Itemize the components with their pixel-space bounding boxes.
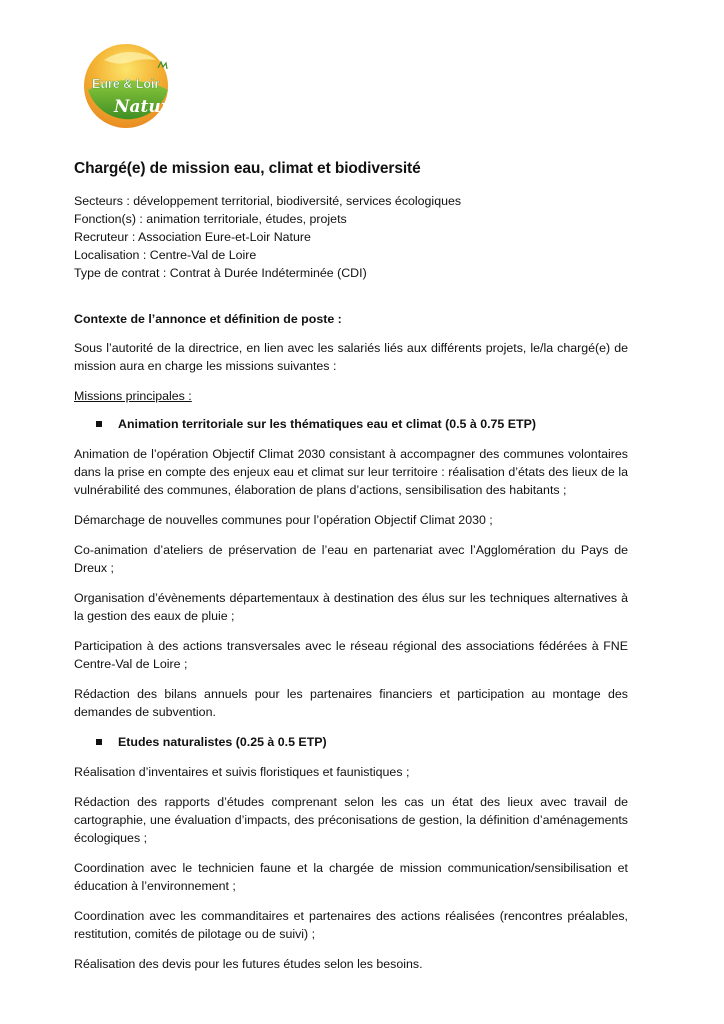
context-heading: Contexte de l’annonce et définition de poste : bbox=[74, 312, 342, 326]
mission1-paragraph: Animation de l’opération Objectif Climat 2030 consistant à accompagner des communes volontaires dans la prise en compte des enjeux eau et climat sur leur territoire : réalisation d’états des lieux de la vulnérabilité des communes, élaboration de plans d’actions, sensibilisation des habitants ; bbox=[74, 447, 628, 497]
mission2-title bbox=[74, 733, 628, 751]
meta-contract-type: Type de contrat : Contrat à Durée Indéterminée (CDI) bbox=[74, 266, 367, 280]
job-meta bbox=[74, 192, 628, 282]
bullet-square-icon bbox=[96, 739, 102, 745]
eure-et-loir-nature-logo bbox=[74, 38, 184, 132]
mission2-paragraph: Coordination avec le technicien faune et la chargée de mission communication/sensibilisation et éducation à l’environnement ; bbox=[74, 861, 628, 893]
logo-text-line2: Nature bbox=[114, 97, 181, 117]
mission2-paragraph: Rédaction des rapports d’études comprenant selon les cas un état des lieux avec travail de cartographie, une évaluation d’impacts, des préconisations de gestion, la définition d’aménagements écologiques ; bbox=[74, 795, 628, 845]
mission1-paragraph: Organisation d’évènements départementaux à destination des élus sur les techniques alternatives à la gestion des eaux de pluie ; bbox=[74, 591, 628, 623]
mission1-title bbox=[74, 415, 628, 433]
page-title: Chargé(e) de mission eau, climat et biodiversité bbox=[74, 160, 421, 177]
missions-heading: Missions principales : bbox=[74, 389, 192, 403]
mission2-title-text: Etudes naturalistes (0.25 à 0.5 ETP) bbox=[118, 735, 327, 749]
meta-sectors: Secteurs : développement territorial, biodiversité, services écologiques bbox=[74, 194, 462, 208]
mission1-paragraph: Démarchage de nouvelles communes pour l’opération Objectif Climat 2030 ; bbox=[74, 513, 493, 527]
meta-recruiter: Recruteur : Association Eure-et-Loir Nature bbox=[74, 230, 311, 244]
bullet-square-icon bbox=[96, 421, 102, 427]
job-posting bbox=[74, 160, 628, 985]
context-intro: Sous l’autorité de la directrice, en lien avec les salariés liés aux différents projets, le/la chargé(e) de mission aura en charge les missions suivantes : bbox=[74, 341, 628, 373]
mission2-paragraph: Coordination avec les commanditaires et partenaires des actions réalisées (rencontres préalables, restitution, comités de pilotage ou de suivi) ; bbox=[74, 909, 628, 941]
meta-functions: Fonction(s) : animation territoriale, études, projets bbox=[74, 212, 347, 226]
mission1-title-text: Animation territoriale sur les thématiques eau et climat (0.5 à 0.75 ETP) bbox=[118, 417, 536, 431]
logo-text-line1: Eure & Loir bbox=[92, 77, 160, 91]
logo-graphic bbox=[74, 38, 184, 132]
mission1-paragraph: Rédaction des bilans annuels pour les partenaires financiers et participation au montage des demandes de subvention. bbox=[74, 687, 628, 719]
meta-location: Localisation : Centre-Val de Loire bbox=[74, 248, 257, 262]
mission1-paragraph: Co-animation d’ateliers de préservation de l’eau en partenariat avec l’Agglomération du Pays de Dreux ; bbox=[74, 543, 628, 575]
mission2-paragraph: Réalisation des devis pour les futures études selon les besoins. bbox=[74, 957, 423, 971]
mission1-paragraph: Participation à des actions transversales avec le réseau régional des associations fédérées à FNE Centre-Val de Loire ; bbox=[74, 639, 628, 671]
mission2-paragraph: Réalisation d’inventaires et suivis floristiques et faunistiques ; bbox=[74, 765, 410, 779]
